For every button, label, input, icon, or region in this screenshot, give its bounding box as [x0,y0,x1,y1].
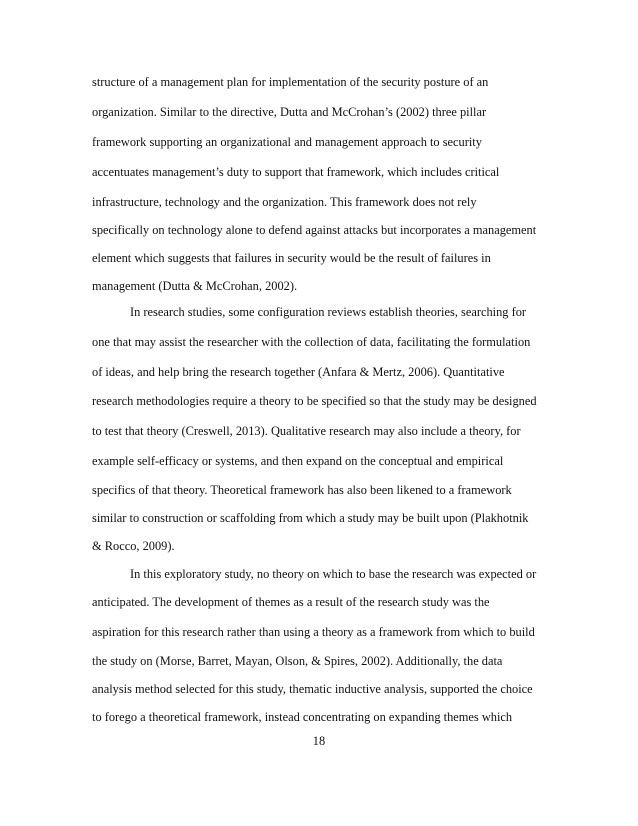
text-line: aspiration for this research rather than using a theory as a framework from which to build [92,625,535,639]
text-line: infrastructure, technology and the organization. This framework does not rely [92,195,477,209]
paragraph-first-line: In research studies, some configuration reviews establish theories, searching for [130,305,527,319]
text-line: specifically on technology alone to defend against attacks but incorporates a management [92,223,537,237]
text-line: research methodologies require a theory to be specified so that the study may be designed [92,394,537,408]
text-line: to forego a theoretical framework, instead concentrating on expanding themes which [92,710,513,724]
text-line: specifics of that theory. Theoretical framework has also been likened to a framework [92,483,512,497]
paragraph-first-line: In this exploratory study, no theory on which to base the research was expected or [130,567,537,581]
text-line: element which suggests that failures in security would be the result of failures in [92,251,491,265]
text-line: example self-efficacy or systems, and then expand on the conceptual and empirical [92,454,504,468]
text-line: to test that theory (Creswell, 2013). Qualitative research may also include a theory, for [92,424,521,438]
text-line: analysis method selected for this study, thematic inductive analysis, supported the choice [92,682,533,696]
text-line: one that may assist the researcher with the collection of data, facilitating the formulation [92,335,531,349]
page-number: 18 [312,734,326,748]
text-line: accentuates management’s duty to support that framework, which includes critical [92,165,500,179]
text-line: similar to construction or scaffolding from which a study may be built upon (Plakhotnik [92,511,529,525]
text-line: organization. Similar to the directive, Dutta and McCrohan’s (2002) three pillar [92,105,487,119]
text-line: anticipated. The development of themes as a result of the research study was the [92,595,490,609]
text-line: the study on (Morse, Barret, Mayan, Olson, & Spires, 2002). Additionally, the data [92,654,503,668]
text-line: management (Dutta & McCrohan, 2002). [92,279,298,293]
text-line: structure of a management plan for implementation of the security posture of an [92,75,489,89]
text-line: of ideas, and help bring the research together (Anfara & Mertz, 2006). Quantitative [92,365,505,379]
text-line: framework supporting an organizational and management approach to security [92,135,482,149]
text-line: & Rocco, 2009). [92,539,175,553]
